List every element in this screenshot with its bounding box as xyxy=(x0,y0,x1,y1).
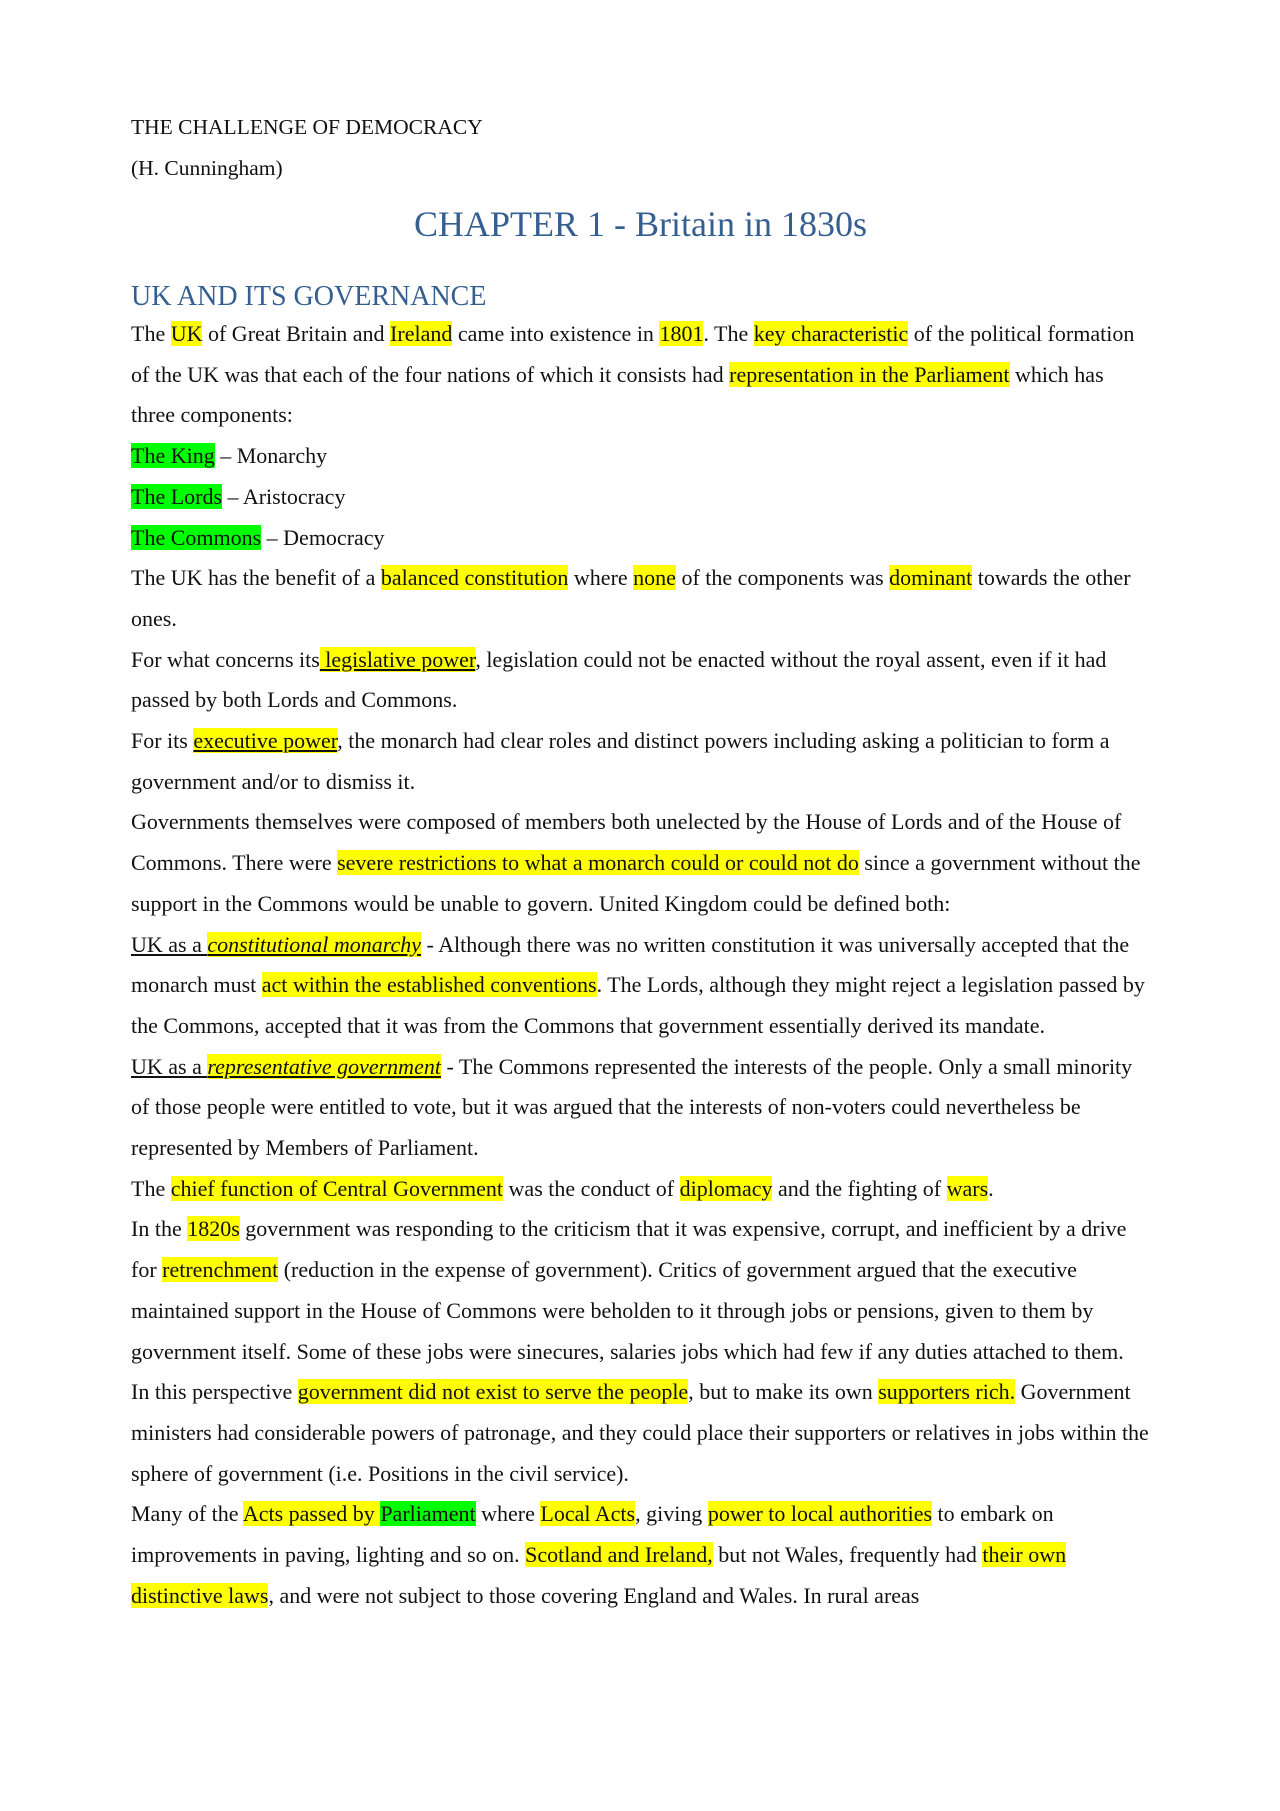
text-run: In the xyxy=(131,1216,188,1242)
text-run: – Aristocracy xyxy=(222,483,346,509)
highlighted-text: dominant xyxy=(889,565,973,591)
highlighted-text: Parliament xyxy=(380,1501,476,1527)
document-body xyxy=(131,314,1150,1617)
text-run: The UK has the benefit of a xyxy=(131,565,381,591)
text-run: and the fighting of xyxy=(772,1175,947,1201)
highlighted-text: their own distinctive laws xyxy=(131,1542,1067,1608)
text-run: government was responding to the criticism that it was expensive, corrupt, and inefficient by a drive for xyxy=(131,1216,1127,1283)
highlighted-text: power to local authorities xyxy=(707,1501,933,1527)
paragraph xyxy=(131,518,1150,559)
text-run: was the conduct of xyxy=(503,1175,680,1201)
paragraph xyxy=(131,1372,1150,1494)
paragraph xyxy=(131,640,1150,721)
text-run: of the components was xyxy=(675,565,890,591)
text-run: Governments themselves were composed of members both unelected by the House of Lords and of the House of Commons. There were xyxy=(131,809,1122,876)
text-run: . The xyxy=(703,321,754,346)
text-run: , legislation could not be enacted without the royal assent, even if it had passed by both Lords and Commons. xyxy=(131,646,1107,713)
section-heading: UK AND ITS GOVERNANCE xyxy=(131,281,487,312)
text-run: - The Commons represented the interests of the people. Only a small minority of those people were entitled to vote, but it was argued that the interests of non-voters could nevertheless be represented by Members of Parliament. xyxy=(131,1053,1133,1161)
text-run: where xyxy=(568,565,634,591)
paragraph xyxy=(131,1494,1150,1616)
paragraph xyxy=(131,1047,1150,1169)
text-run: - Although there was no written constitution it was universally accepted that the monarch must xyxy=(131,931,1130,998)
text-run: towards the other ones. xyxy=(131,565,1131,631)
highlighted-text: none xyxy=(633,565,676,591)
paragraph xyxy=(131,558,1150,639)
text-run: In this perspective xyxy=(131,1379,298,1405)
paragraph xyxy=(131,802,1150,924)
document-author: (H. Cunningham) xyxy=(131,156,283,180)
paragraph xyxy=(131,721,1150,802)
text-run: where xyxy=(475,1501,541,1527)
highlighted-text: representation in the Parliament xyxy=(729,361,1010,387)
text-run: . xyxy=(988,1175,994,1201)
text-run: UK as a xyxy=(131,931,208,957)
paragraph xyxy=(131,1209,1150,1372)
highlighted-text: retrenchment xyxy=(162,1257,279,1283)
text-run: , giving xyxy=(635,1501,708,1527)
chapter-heading: CHAPTER 1 - Britain in 1830s xyxy=(413,204,867,244)
text-run: UK as a xyxy=(131,1053,208,1079)
text-run: of Great Britain and xyxy=(202,321,391,346)
paragraph xyxy=(131,477,1150,518)
text-run: of the political formation of the UK was that each of the four nations of which it consists had xyxy=(131,321,1135,387)
highlighted-text: constitutional monarchy xyxy=(207,931,422,957)
text-run: came into existence in xyxy=(452,321,660,346)
highlighted-text: supporters rich. xyxy=(878,1379,1016,1405)
text-run: since a government without the support in the Commons would be unable to govern. United Kingdom could be defined both: xyxy=(131,850,1141,916)
paragraph xyxy=(131,1169,1150,1210)
highlighted-text: Local Acts xyxy=(540,1501,636,1527)
highlighted-text: wars xyxy=(946,1175,989,1201)
text-run: For what concerns its xyxy=(131,646,320,672)
highlighted-text: legislative power xyxy=(319,646,476,672)
highlighted-text: The Commons xyxy=(131,524,262,550)
highlighted-text: The King xyxy=(131,443,215,469)
text-run: The xyxy=(131,321,171,346)
highlighted-text: government did not exist to serve the people xyxy=(297,1379,689,1405)
highlighted-text: Scotland and Ireland, xyxy=(525,1542,713,1568)
text-run: , but to make its own xyxy=(688,1379,879,1405)
highlighted-text: diplomacy xyxy=(679,1175,773,1201)
highlighted-text: Acts passed by xyxy=(242,1501,381,1527)
text-run: Government ministers had considerable powers of patronage, and they could place their supporters or relatives in jobs within the sphere of government (i.e. Positions in the civil service). xyxy=(131,1379,1149,1486)
highlighted-text: chief function of Central Government xyxy=(170,1175,504,1201)
highlighted-text: act within the established conventions xyxy=(261,972,597,998)
highlighted-text: Ireland xyxy=(390,321,453,346)
text-run: , the monarch had clear roles and distinct powers including asking a politician to form a government and/or to dismiss it. xyxy=(131,728,1110,794)
highlighted-text: key characteristic xyxy=(753,321,909,346)
text-run: The xyxy=(131,1175,171,1201)
paragraph xyxy=(131,314,1150,436)
text-run: For its xyxy=(131,728,194,754)
text-run: to embark on improvements in paving, lighting and so on. xyxy=(131,1501,1054,1568)
highlighted-text: 1820s xyxy=(187,1216,240,1242)
highlighted-text: balanced constitution xyxy=(380,565,569,591)
text-run: which has three components: xyxy=(131,361,1104,428)
highlighted-text: representative government xyxy=(207,1053,441,1079)
paragraph xyxy=(131,436,1150,477)
text-run: (reduction in the expense of government). Critics of government argued that the executive maintained support in the House of Commons were beholden to it through jobs or pensions, given to them by government itself. Some of these jobs were sinecures, salaries jobs which had few if any duties attached to them. xyxy=(131,1257,1124,1364)
text-run: Many of the xyxy=(131,1501,243,1527)
paragraph xyxy=(131,925,1150,1047)
text-run: but not Wales, frequently had xyxy=(712,1542,983,1568)
text-run: – Monarchy xyxy=(214,443,328,469)
highlighted-text: The Lords xyxy=(131,483,223,509)
highlighted-text: severe restrictions to what a monarch could or could not do xyxy=(337,850,859,876)
highlighted-text: 1801 xyxy=(659,321,704,346)
highlighted-text: executive power xyxy=(193,728,338,754)
text-run: – Democracy xyxy=(261,524,385,550)
text-run: . The Lords, although they might reject a legislation passed by the Commons, accepted that it was from the Commons that government essentially derived its mandate. xyxy=(131,972,1145,1038)
highlighted-text: UK xyxy=(170,321,203,346)
document-title: THE CHALLENGE OF DEMOCRACY xyxy=(131,115,483,139)
text-run: , and were not subject to those covering England and Wales. In rural areas xyxy=(268,1582,920,1608)
